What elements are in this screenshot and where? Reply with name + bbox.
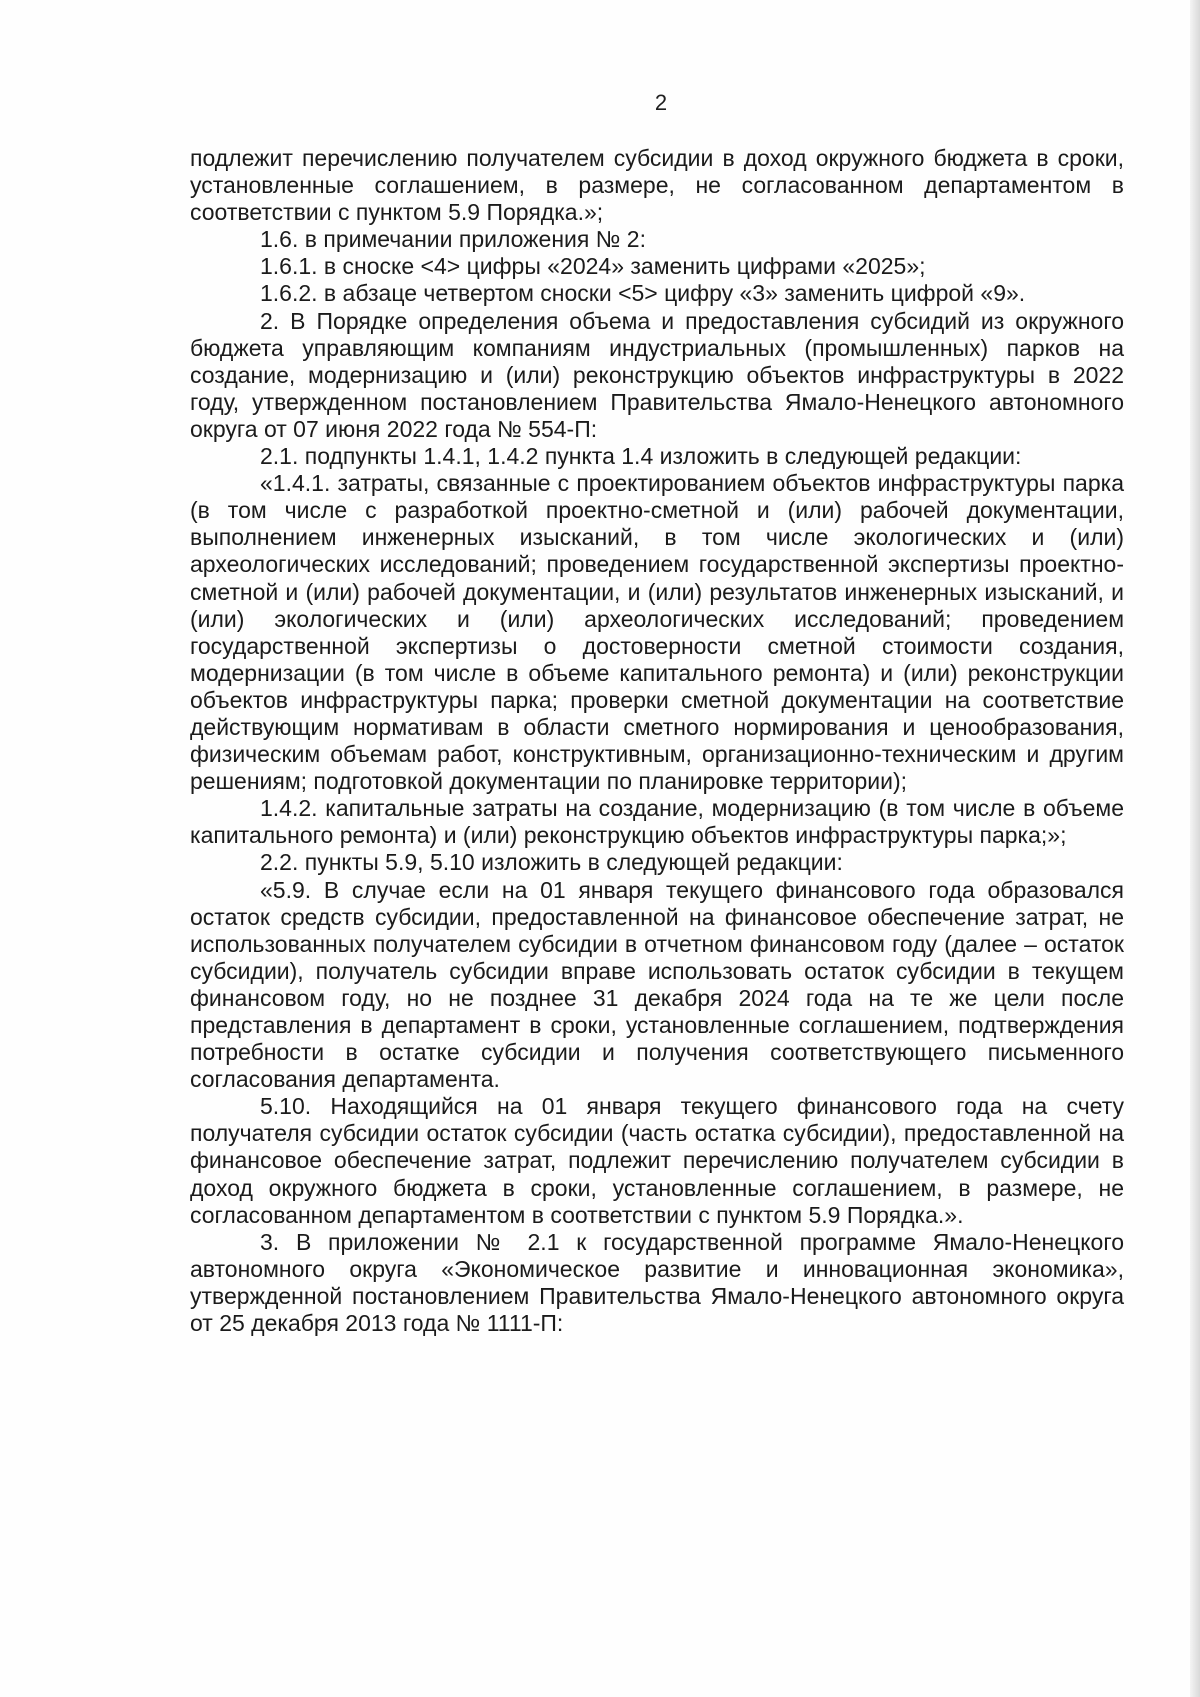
paragraph-continuation: подлежит перечислению получателем субсидии в доход окружного бюджета в сроки, установленные соглашением, в размере, не согласованном департаментом в соответствии с пунктом 5.9 Порядка.»;	[190, 145, 1124, 226]
paragraph-2-2: 2.2. пункты 5.9, 5.10 изложить в следующей редакции:	[260, 849, 843, 876]
paragraph-5-9: «5.9. В случае если на 01 января текущего финансового года образовался остаток средств субсидии, предоставленной на финансовое обеспечение затрат, не использованных получателем субсидии в отчетном финансовом году (далее – остаток субсидии), получатель субсидии вправе использовать остаток субсидии в текущем финансовом году, но не позднее 31 декабря 2024 года на те же цели после представления в департамент в сроки, установленные соглашением, подтверждения потребности в остатке субсидии и получения соответствующего письменного согласования департамента.	[190, 876, 1124, 1093]
paragraph-2: 2. В Порядке определения объема и предоставления субсидий из окружного бюджета управляющим компаниям индустриальных (промышленных) парков на создание, модернизацию и (или) реконструкцию объектов инфраструктуры в 2022 году, утвержденном постановлением Правительства Ямало-Ненецкого автономного округа от 07 июня 2022 года № 554-П:	[190, 307, 1124, 442]
paragraph-5-10: 5.10. Находящийся на 01 января текущего финансового года на счету получателя субсидии остаток субсидии (часть остатка субсидии), предоставленной на финансовое обеспечение затрат, подлежит перечислению получателем субсидии в доход окружного бюджета в сроки, установленные соглашением, в размере, не согласованном департаментом в соответствии с пунктом 5.9 Порядка.».	[190, 1093, 1124, 1228]
paragraph-1-6-1: 1.6.1. в сноске <4> цифры «2024» заменить цифрами «2025»;	[260, 253, 926, 280]
paragraph-1-6: 1.6. в примечании приложения № 2:	[260, 226, 646, 253]
page-edge-shadow	[1190, 0, 1200, 1697]
paragraph-1-6-2: 1.6.2. в абзаце четвертом сноски <5> цифру «3» заменить цифрой «9».	[260, 280, 1026, 307]
page-number: 2	[654, 90, 668, 115]
paragraph-1-4-2: 1.4.2. капитальные затраты на создание, модернизацию (в том числе в объеме капитального ремонта) и (или) реконструкцию объектов инфраструктуры парка;»;	[190, 795, 1124, 849]
paragraph-2-1: 2.1. подпункты 1.4.1, 1.4.2 пункта 1.4 изложить в следующей редакции:	[260, 443, 1022, 470]
document-body	[190, 145, 1124, 1337]
paragraph-3: 3. В приложении № 2.1 к государственной программе Ямало-Ненецкого автономного округа «Экономическое развитие и инновационная экономика», утвержденной постановлением Правительства Ямало-Ненецкого автономного округа от 25 декабря 2013 года № 1111-П:	[190, 1228, 1124, 1337]
paragraph-1-4-1: «1.4.1. затраты, связанные с проектированием объектов инфраструктуры парка (в том числе с разработкой проектно-сметной и (или) рабочей документации, выполнением инженерных изысканий, в том числе экологических и (или) археологических исследований; проведением государственной экспертизы проектно-сметной и (или) рабочей документации, и (или) результатов инженерных изысканий, и (или) экологических и (или) археологических исследований; проведением государственной экспертизы о достоверности сметной стоимости создания, модернизации (в том числе в объеме капитального ремонта) и (или) реконструкции объектов инфраструктуры парка; проверки сметной документации на соответствие действующим нормативам в области сметного нормирования и ценообразования, физическим объемам работ, конструктивным, организационно-техническим и другим решениям; подготовкой документации по планировке территории);	[190, 470, 1124, 795]
